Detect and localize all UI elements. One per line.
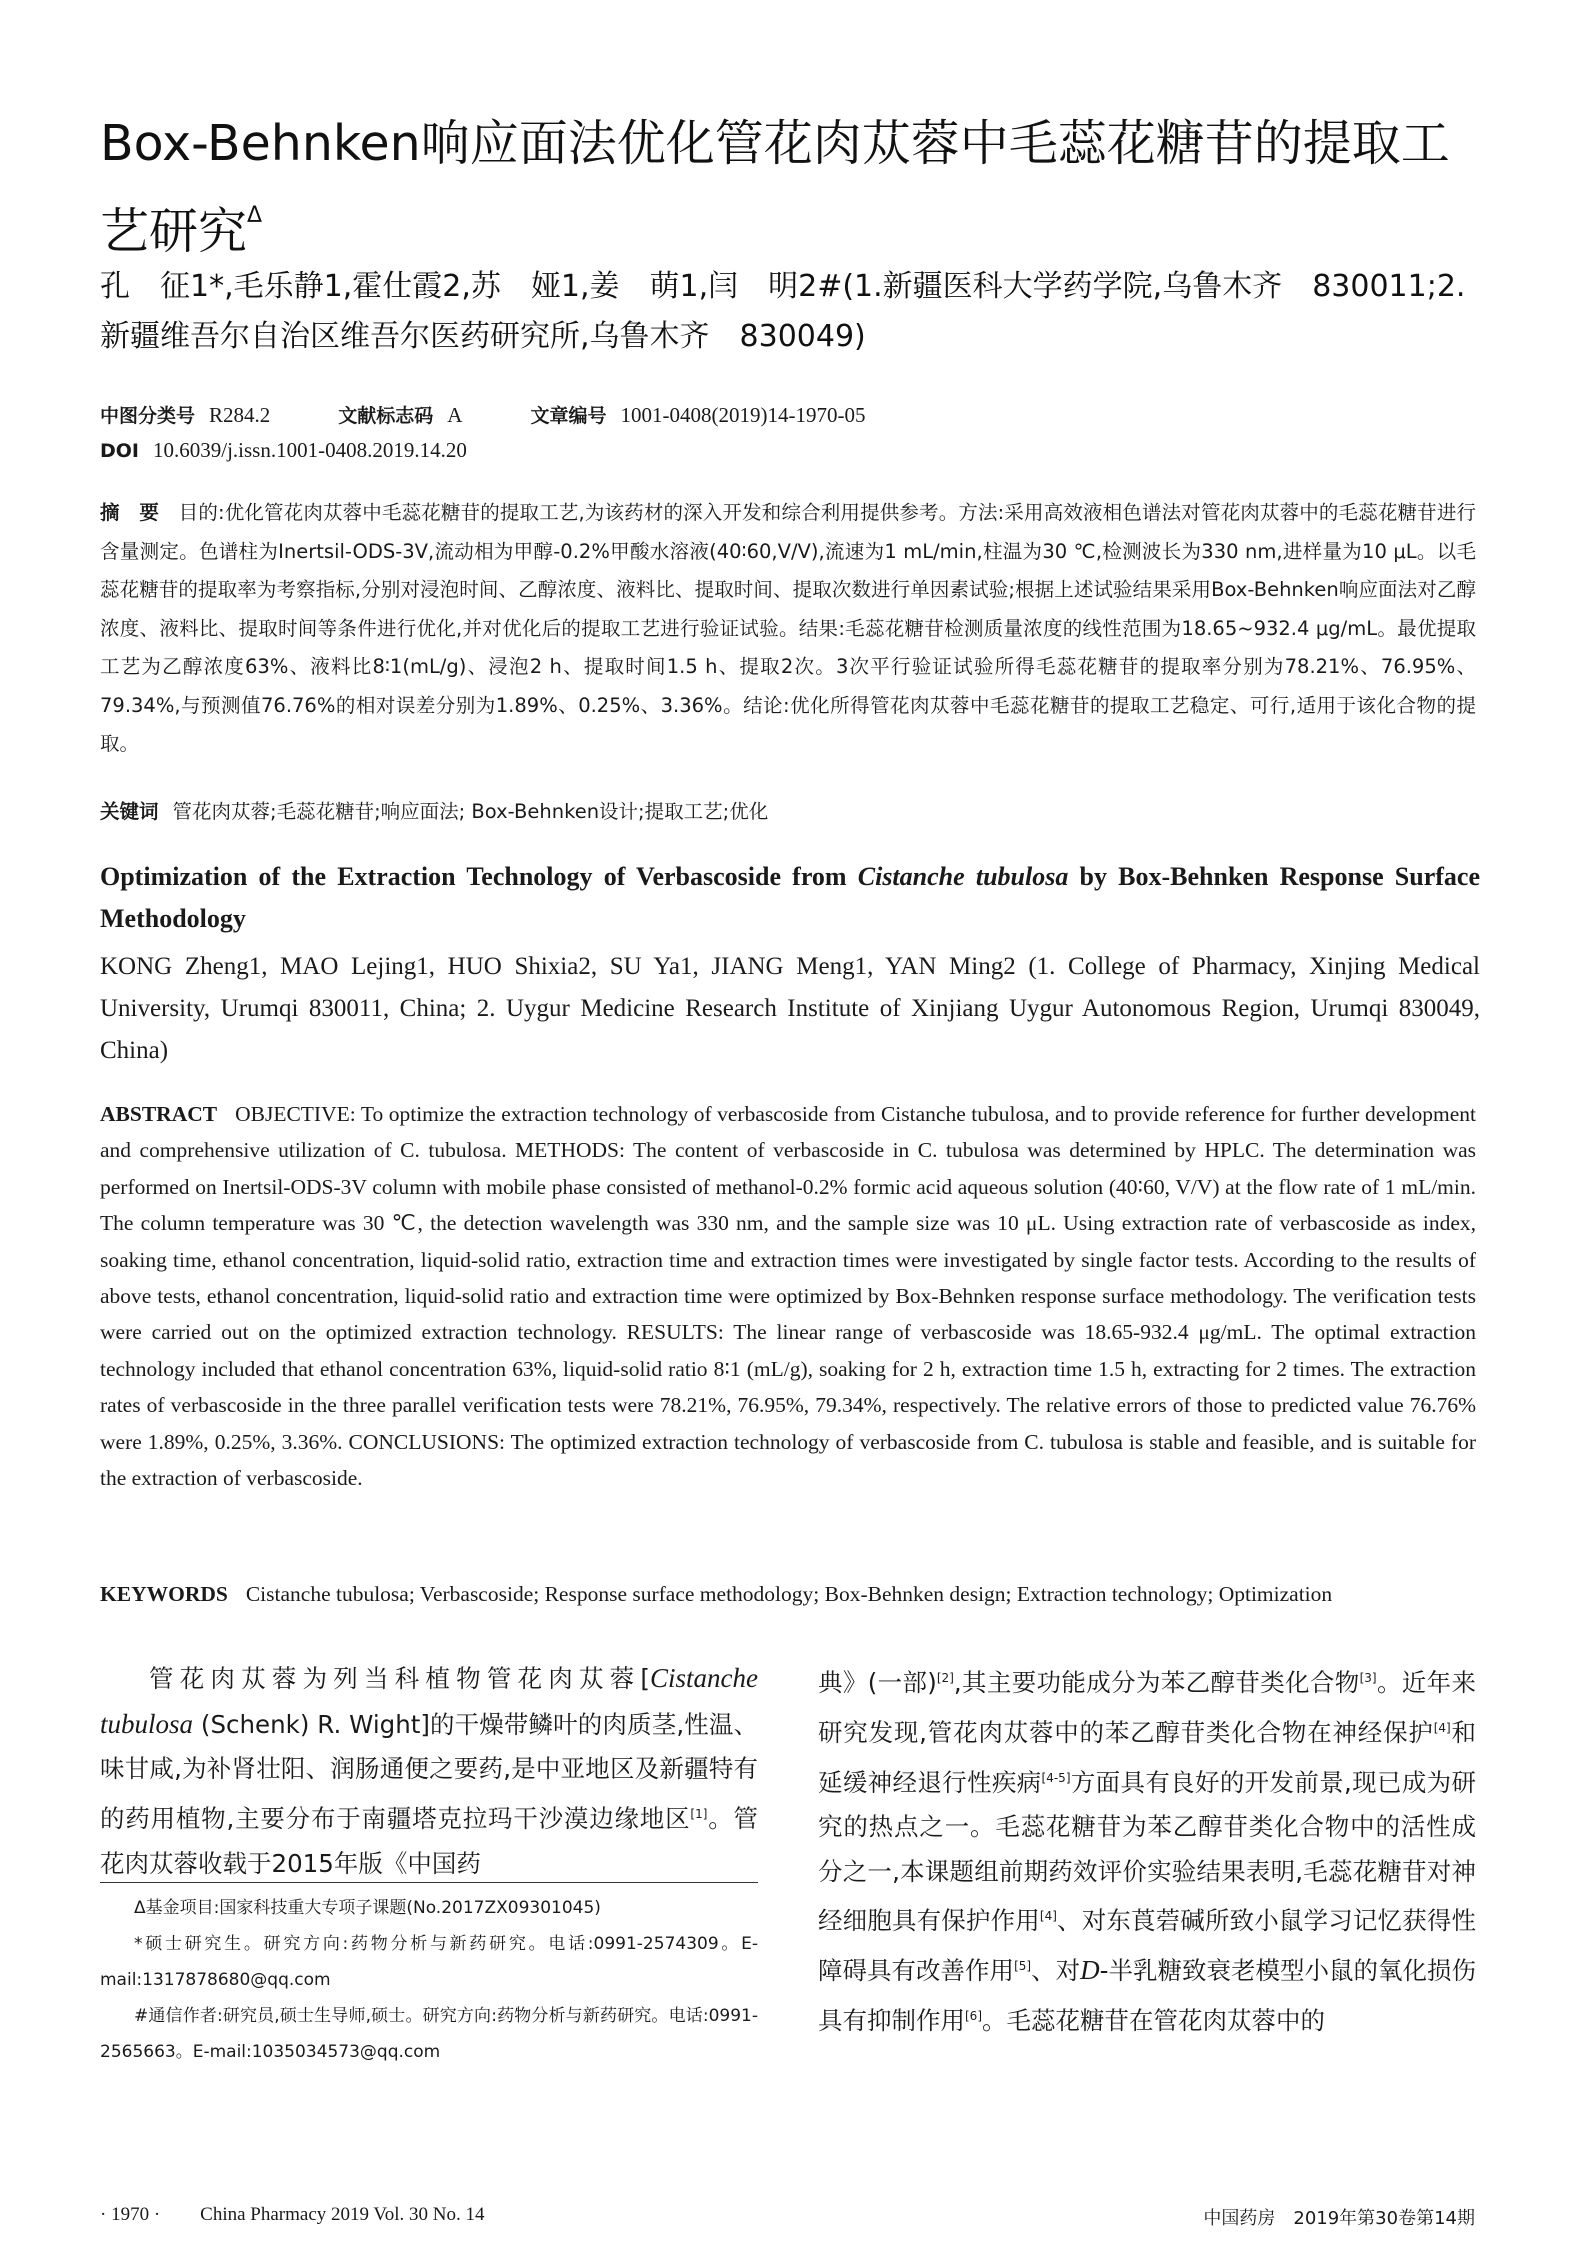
citation: [6]	[965, 2008, 982, 2023]
body-text: 典》(一部)	[818, 1668, 937, 1698]
meta-row-doi	[100, 433, 1480, 468]
citation: [4]	[1433, 1720, 1451, 1735]
meta-row-codes	[100, 398, 1480, 433]
article-no-value: 1001-0408(2019)14-1970-05	[620, 403, 866, 427]
body-text: ,其主要功能成分为苯乙醇苷类化合物	[953, 1668, 1360, 1698]
doc-code-value: A	[447, 403, 463, 427]
body-text: 。管花肉苁蓉收载于2015年版《中国药	[100, 1803, 758, 1878]
body-text: 。近年来研究发现,管花肉苁蓉中的苯乙醇苷类化合物在神经保护	[818, 1668, 1477, 1747]
body-right-column	[818, 1656, 1476, 2044]
keywords-en-text: Cistanche tubulosa; Verbascoside; Response surface methodology; Box-Behnken design; Extraction technology; Optimization	[245, 1582, 1333, 1606]
clc-value: R284.2	[209, 403, 271, 427]
doi-label: DOI	[100, 440, 139, 462]
citation: [4-5]	[1041, 1770, 1071, 1785]
species-name: Cistanche tubulosa	[100, 1663, 758, 1739]
article-title-en	[100, 856, 1480, 940]
keywords-cn	[100, 793, 1476, 831]
keywords-cn-text: 管花肉苁蓉;毛蕊花糖苷;响应面法; Box-Behnken设计;提取工艺;优化	[172, 800, 769, 823]
citation: [2]	[936, 1671, 954, 1685]
doc-code-label: 文献标志码	[338, 405, 434, 427]
article-no-label: 文章编号	[530, 405, 607, 427]
citation: [1]	[690, 1806, 708, 1821]
authors-en: KONG Zheng1, MAO Lejing1, HUO Shixia2, SU Ya1, JIANG Meng1, YAN Ming2 (1. College of Pharmacy, Xinjing Medical University, Urumqi 830011, China; 2. Uygur Medicine Research Institute of Xinjiang Uygur Autonomous Region, Urumqi 830049, China)	[100, 953, 1480, 1064]
abstract-cn-label: 摘 要	[100, 501, 159, 524]
citation: [4]	[1039, 1909, 1057, 1924]
body-text: (Schenk) R. Wight]的干燥带鳞叶的肉质茎,性温、味甘咸,为补肾壮阳、润肠通便之要药,是中亚地区及新疆特有的药用植物,主要分布于南疆塔克拉玛干沙漠边缘地区	[100, 1709, 758, 1833]
page-number: · 1970 ·	[100, 2204, 161, 2225]
body-text: 、对东莨菪碱所致小鼠学习记忆获得性障碍具有改善作用	[818, 1906, 1477, 1986]
keywords-en-label: KEYWORDS	[100, 1582, 228, 1606]
body-text: 和延缓神经退行性疾病	[818, 1717, 1476, 1797]
citation: [3]	[1359, 1671, 1377, 1685]
body-text: -半乳糖致衰老模型小鼠的氧化损伤具有抑制作用	[818, 1956, 1477, 2036]
article-title	[100, 108, 1480, 268]
footnote-first-author: *硕士研究生。研究方向:药物分析与新药研究。电话:0991-2574309。E-mail:1317878680@qq.com	[100, 1934, 758, 1990]
citation: [5]	[1014, 1959, 1032, 1974]
abstract-en-label: ABSTRACT	[100, 1102, 218, 1126]
body-left-column	[100, 1656, 758, 1886]
body-text: 方面具有良好的开发前景,现已成为研究的热点之一。毛蕊花糖苷为苯乙醇苷类化合物中的活性成分之一,本课题组前期药效评价实验结果表明,毛蕊花糖苷对神经细胞具有保护作用	[818, 1767, 1476, 1936]
keywords-cn-label: 关键词	[100, 800, 159, 823]
body-text: 管花肉苁蓉为列当科植物管花肉苁蓉[	[149, 1664, 650, 1693]
journal-name-cn: 中国药房 2019年第30卷第14期	[1203, 2208, 1475, 2229]
keywords-en	[100, 1576, 1476, 1612]
clc-label: 中图分类号	[100, 405, 196, 427]
footnote-corresponding: #通信作者:研究员,硕士生导师,硕士。研究方向:药物分析与新药研究。电话:0991-2565663。E-mail:1035034573@qq.com	[100, 2006, 758, 2062]
footnote-divider	[100, 1882, 758, 1883]
abstract-en	[100, 1096, 1476, 1496]
doi-value: 10.6039/j.issn.1001-0408.2019.14.20	[153, 438, 467, 462]
title-en-species: Cistanche tubulosa	[857, 862, 1069, 891]
body-text: 、对	[1031, 1956, 1081, 1986]
abstract-cn	[100, 494, 1476, 764]
title-en-post: by Box-Behnken Response Surface Methodology	[100, 862, 1480, 933]
body-text: 。毛蕊花糖苷在管花肉苁蓉中的	[982, 2006, 1325, 2036]
abstract-cn-text: 目的:优化管花肉苁蓉中毛蕊花糖苷的提取工艺,为该药材的深入开发和综合利用提供参考。方法:采用高效液相色谱法对管花肉苁蓉中的毛蕊花糖苷进行含量测定。色谱柱为Inertsil-ODS-3V,流动相为甲醇-0.2%甲酸水溶液(40∶60,V/V),流速为1 mL/min,柱温为30 ℃,检测波长为330 nm,进样量为10 μL。以毛蕊花糖苷的提取率为考察指标,分别对浸泡时间、乙醇浓度、液料比、提取时间、提取次数进行单因素试验;根据上述试验结果采用Box-Behnken响应面法对乙醇浓度、液料比、提取时间等条件进行优化,并对优化后的提取工艺进行验证试验。结果:毛蕊花糖苷检测质量浓度的线性范围为18.65~932.4 μg/mL。最优提取工艺为乙醇浓度63%、液料比8∶1(mL/g)、浸泡2 h、提取时间1.5 h、提取2次。3次平行验证试验所得毛蕊花糖苷的提取率分别为78.21%、76.95%、79.34%,与预测值76.76%的相对误差分别为1.89%、0.25%、3.36%。结论:优化所得管花肉苁蓉中毛蕊花糖苷的提取工艺稳定、可行,适用于该化合物的提取。	[100, 501, 1476, 755]
authors-cn: 孔 征1*,毛乐静1,霍仕霞2,苏 娅1,姜 萌1,闫 明2#(1.新疆医科大学药学院,乌鲁木齐 830011;2.新疆维吾尔自治区维吾尔医药研究所,乌鲁木齐 830049)	[100, 269, 1466, 354]
footnote-funding: Δ基金项目:国家科技重大专项子课题(No.2017ZX09301045)	[134, 1898, 601, 1918]
journal-name-en: China Pharmacy 2019 Vol. 30 No. 14	[200, 2204, 485, 2225]
title-en-pre: Optimization of the Extraction Technology of Verbascoside from	[100, 862, 858, 891]
d-prefix: D	[1080, 1955, 1100, 1986]
article-meta	[100, 398, 1480, 468]
footnotes	[100, 1890, 758, 2070]
page-footer-left	[100, 2204, 484, 2226]
abstract-en-text: OBJECTIVE: To optimize the extraction technology of verbascoside from Cistanche tubulosa, and to provide reference for further development and comprehensive utilization of C. tubulosa. METHODS: The content of verbascoside in C. tubulosa was determined by HPLC. The determination was performed on Inertsil-ODS-3V column with mobile phase consisted of methanol-0.2% formic acid aqueous solution (40∶60, V/V) at the flow rate of 1 mL/min. The column temperature was 30 ℃, the detection wavelength was 330 nm, and the sample size was 10 μL. Using extraction rate of verbascoside as index, soaking time, ethanol concentration, liquid-solid ratio, extraction time and extraction times were investigated by single factor tests. According to the results of above tests, ethanol concentration, liquid-solid ratio and extraction time were optimized by Box-Behnken response surface methodology. The verification tests were carried out on the optimized extraction technology. RESULTS: The linear range of verbascoside was 18.65-932.4 μg/mL. The optimal extraction technology included that ethanol concentration 63%, liquid-solid ratio 8∶1 (mL/g), soaking for 2 h, extraction time 1.5 h, extracting for 2 times. The extraction rates of verbascoside in the three parallel verification tests were 78.21%, 76.95%, 79.34%, respectively. The relative errors of those to predicted value 76.76% were 1.89%, 0.25%, 3.36%. CONCLUSIONS: The optimized extraction technology of verbascoside from C. tubulosa is stable and feasible, and is suitable for the extraction of verbascoside.	[100, 1102, 1476, 1491]
funding-mark: Δ	[247, 203, 263, 228]
article-title-text: Box-Behnken响应面法优化管花肉苁蓉中毛蕊花糖苷的提取工艺研究	[100, 115, 1450, 260]
